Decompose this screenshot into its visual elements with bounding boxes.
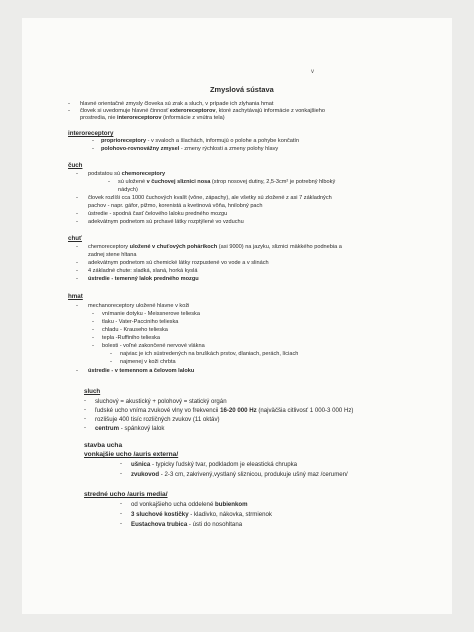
list-item: najmenej v koži chrbta <box>120 359 176 365</box>
list-item: zvukovod - 2-3 cm, zakrivený,vystlaný sliznicou, produkuje ušný maz /cerumen/ <box>131 471 348 478</box>
section-heading-stavba-ucha: stavba ucha <box>84 442 123 449</box>
bullet-dash: - <box>76 211 78 217</box>
bullet-dash: - <box>92 146 94 152</box>
list-item: vnímanie dotyku - Meissnerove telieska <box>102 311 200 317</box>
subheading-vonkajsie-ucho: vonkajšie ucho /auris externa/ <box>84 451 179 458</box>
list-item-continued: pachov - napr. gáfor, pižmo, korenistá a kvetinová vôňa, hnilobný pach <box>88 203 263 209</box>
bullet-dash: - <box>84 398 86 404</box>
list-item: mechanoreceptory uložené hlavne v koži <box>88 303 190 309</box>
list-item-continued: zadnej stene hltana <box>88 252 137 258</box>
list-item: človek rozlíši cca 1000 čuchových kvalít (vône, zápachy), ale všetky sú zložené z asi 7 základných <box>88 195 332 201</box>
list-item: ušnica - typicky ľudský tvar, podkladom je eleastická chrupka <box>131 461 298 468</box>
list-item: sú uložené v čuchovej sliznici nosa (strop nosovej dutiny, 2,5-3cm² je potrebný hlboký <box>118 179 336 185</box>
list-item: chladu - Krauseho telieska <box>102 327 168 333</box>
list-item: ľudské ucho vníma zvukové vlny vo frekvencii 16-20 000 Hz (najväčšia citlivosť 1 000-3 000 Hz) <box>95 407 354 414</box>
list-item: od vonkajšieho ucha oddelené bubienkom <box>131 501 248 508</box>
bullet-dash: - <box>120 501 122 507</box>
list-item: adekvátnym podnetom sú prchavé látky rozptýlené vo vzduchu <box>88 219 244 225</box>
bullet-dash: - <box>68 101 70 107</box>
bullet-dash: - <box>110 359 112 365</box>
bullet-dash: - <box>92 311 94 317</box>
list-item: ústredie - spodná časť čelového laloku predného mozgu <box>88 211 228 217</box>
bullet-dash: - <box>76 276 78 282</box>
list-item-continued: nádych) <box>118 187 138 193</box>
bullet-dash: - <box>120 511 122 517</box>
list-item: ústredie - temenný lalok predného mozgu <box>88 276 199 282</box>
subheading-stredne-ucho: stredné ucho /auris media/ <box>84 491 168 498</box>
list-item: proprioreceptory - v svaloch a šlachách, informujú o polohe a pohybe končatín <box>101 138 300 144</box>
bullet-dash: - <box>120 471 122 477</box>
bullet-dash: - <box>120 461 122 467</box>
list-item: ústredie - v temennom a čelovom laloku <box>88 368 195 374</box>
bullet-dash: - <box>120 521 122 527</box>
list-item: podstatou sú chemoreceptory <box>88 171 166 177</box>
list-item: tlaku - Vater-Pacciniho telieska <box>102 319 179 325</box>
section-heading-cuch: čuch <box>68 162 83 169</box>
list-item: adekvátnym podnetom sú chemické látky rozpustené vo vode a v slinách <box>88 260 269 266</box>
bullet-dash: - <box>84 416 86 422</box>
list-item: polohovo-rovnovážny zmysel - zmeny rýchlosti a zmeny polohy hlavy <box>101 146 279 152</box>
bullet-dash: - <box>76 171 78 177</box>
bullet-dash: - <box>92 319 94 325</box>
bullet-dash: - <box>76 260 78 266</box>
bullet-dash: - <box>84 425 86 431</box>
list-item: sluchový = akustický + polohový = statický orgán <box>95 398 227 405</box>
list-item: bolesti - voľné zakončené nervové vlákna <box>102 343 205 349</box>
intro-line: človek si uvedomuje hlavné činnosť exteroreceptorov, ktoré zachytávajú informácie z vonkajšieho <box>80 108 325 114</box>
list-item: tepla -Ruffiniho telieska <box>102 335 161 341</box>
bullet-dash: - <box>76 303 78 309</box>
bullet-dash: - <box>84 407 86 413</box>
list-item: chemoreceptory uložené v chuťových pohárikoch (asi 9000) na jazyku, sliznici mäkkého podnebia a <box>88 244 342 250</box>
bullet-dash: - <box>92 335 94 341</box>
bullet-dash: - <box>92 138 94 144</box>
bullet-dash: - <box>108 179 110 185</box>
bullet-dash: - <box>76 244 78 250</box>
section-heading-sluch: sluch <box>84 388 101 395</box>
list-item: 3 sluchové kostičky - kladivko, nákovka, strmienok <box>131 511 272 518</box>
list-item: Eustachova trubica - ústi do nosohltana <box>131 521 243 528</box>
bullet-dash: - <box>76 219 78 225</box>
bullet-dash: - <box>76 268 78 274</box>
section-heading-hmat: hmat <box>68 293 83 300</box>
bullet-dash: - <box>76 368 78 374</box>
list-item: 4 základné chute: sladká, slaná, horká kyslá <box>88 268 198 274</box>
list-item: centrum - spánkový lalok <box>95 425 165 432</box>
corner-mark: v <box>311 69 314 75</box>
bullet-dash: - <box>92 343 94 349</box>
section-heading-chut: chuť <box>68 235 82 242</box>
bullet-dash: - <box>92 327 94 333</box>
bullet-dash: - <box>76 195 78 201</box>
section-heading-interoreceptory: interoreceptory <box>68 130 114 137</box>
intro-line: hlavné orientačné zmysly človeka sú zrak a sluch, v prípade ich zlyhania hmat <box>80 101 274 107</box>
bullet-dash: - <box>68 108 70 114</box>
page-title: Zmyslová sústava <box>210 85 274 94</box>
list-item: rozlišuje 400 tisíc rozličných zvukov (11 oktáv) <box>95 416 220 423</box>
intro-line: prostredia, nie interoreceptorov (informácie z vnútra tela) <box>80 115 225 121</box>
list-item: najviac je ich sústredených na bruškách prstov, dlaniach, perách, líciach <box>120 351 299 357</box>
bullet-dash: - <box>110 351 112 357</box>
